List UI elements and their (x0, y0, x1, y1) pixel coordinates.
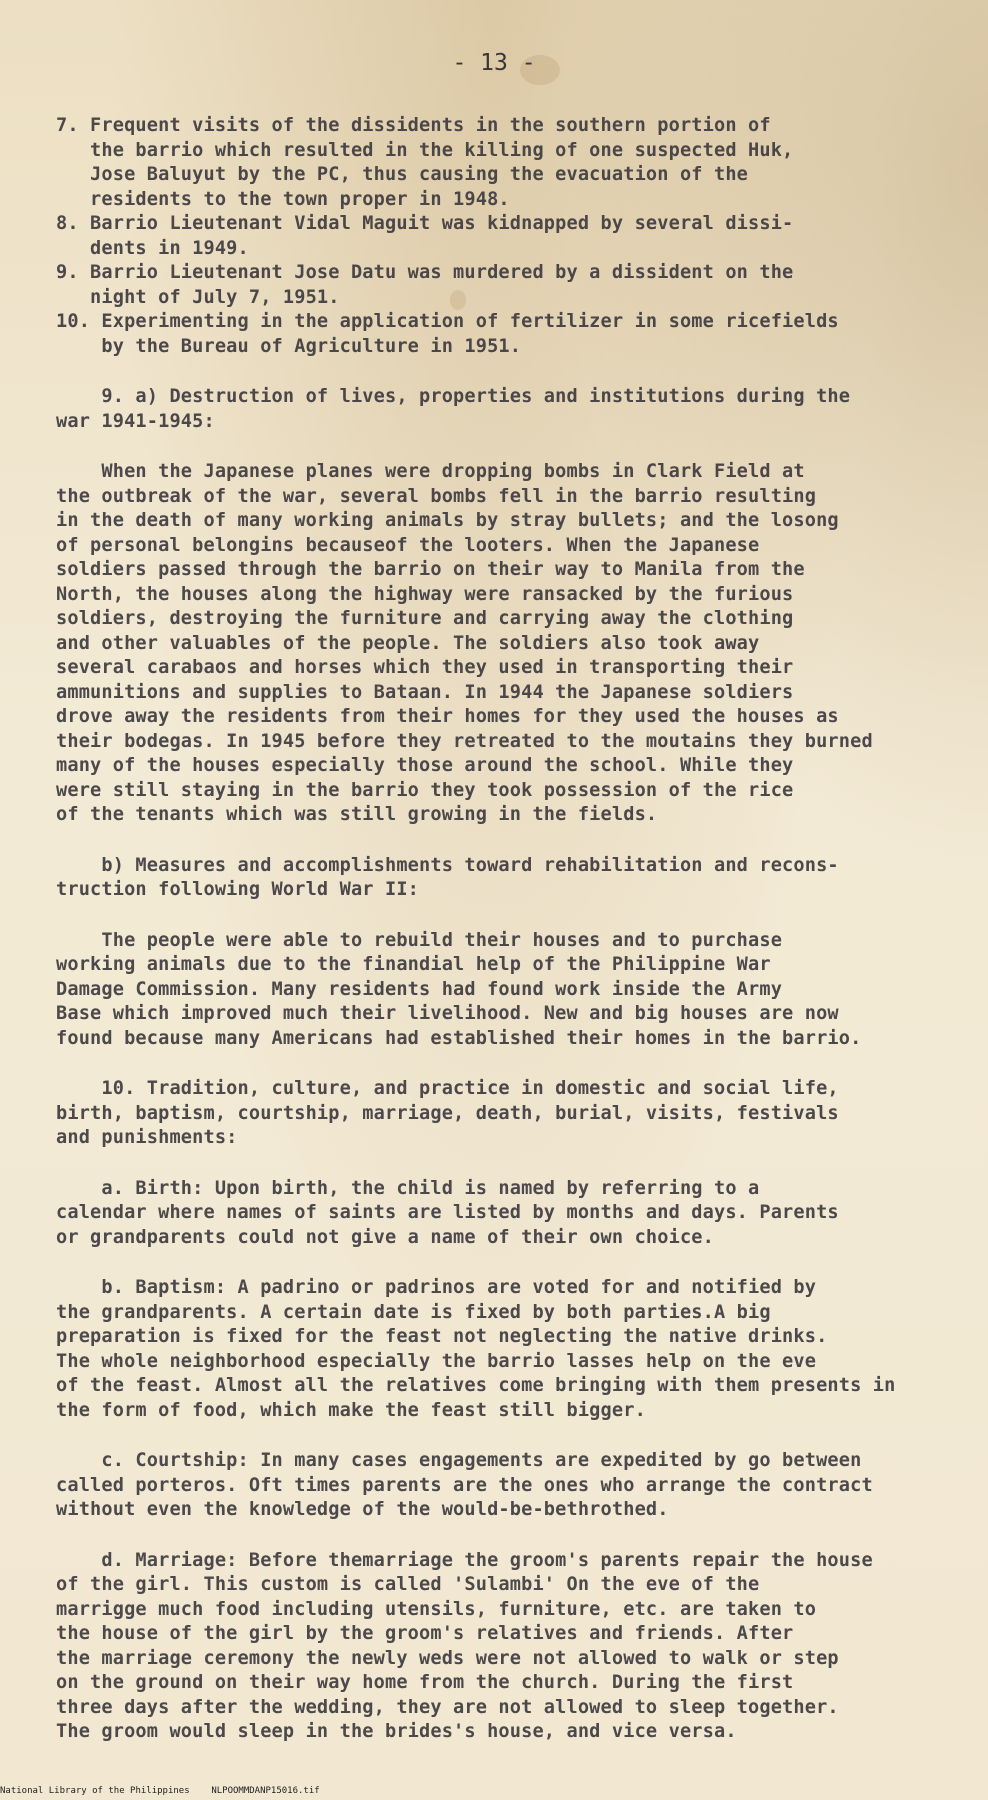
text-line: on the ground on their way home from the church. During the first (56, 1672, 794, 1693)
text-line: found because many Americans had established their homes in the barrio. (56, 1027, 862, 1049)
list-item-10 (56, 310, 968, 359)
text-line: of the feast. Almost all the relatives come bringing with them presents in (56, 1375, 896, 1396)
text-line: the form of food, which make the feast still bigger. (56, 1399, 646, 1421)
section-10b-baptism (56, 1276, 968, 1423)
text-line: preparation is fixed for the feast not neglecting the native drinks. (56, 1326, 828, 1347)
text-line: 10. Experimenting in the application of fertilizer in some ricefields (56, 311, 839, 332)
text-line: residents to the town proper in 1948. (56, 188, 510, 210)
text-line: 9. a) Destruction of lives, properties and institutions during the (56, 386, 851, 407)
text-line: the barrio which resulted in the killing of one suspected Huk, (56, 139, 794, 161)
text-line: 7. Frequent visits of the dissidents in the southern portion of (56, 115, 771, 136)
text-line: The people were able to rebuild their houses and to purchase (56, 929, 783, 951)
text-line: 9. Barrio Lieutenant Jose Datu was murdered by a dissident on the (56, 262, 794, 283)
text-line: three days after the wedding, they are not allowed to sleep together. (56, 1696, 839, 1718)
section-9a-heading (56, 385, 968, 434)
text-line: and punishments: (56, 1127, 238, 1148)
section-10c-courtship (56, 1449, 968, 1523)
section-10-heading (56, 1077, 968, 1151)
text-line: marrigge much food including utensils, furniture, etc. are taken to (56, 1598, 817, 1620)
text-line: 8. Barrio Lieutenant Vidal Maguit was kidnapped by several dissi- (56, 213, 794, 234)
text-line: d. Marriage: Before themarriage the groom's parents repair the house (56, 1549, 873, 1571)
document-body (56, 114, 968, 1745)
text-line: The groom would sleep in the brides's house, and vice versa. (56, 1721, 737, 1742)
text-line: Base which improved much their livelihood. New and big houses are now (56, 1003, 839, 1024)
text-line: their bodegas. In 1945 before they retreated to the moutains they burned (56, 730, 873, 752)
text-line: soldiers passed through the barrio on their way to Manila from the (56, 559, 805, 580)
text-line: the house of the girl by the groom's relatives and friends. After (56, 1623, 794, 1644)
text-line: b. Baptism: A padrino or padrinos are voted for and notified by (56, 1277, 817, 1298)
text-line: of the tenants which was still growing in the fields. (56, 804, 658, 825)
text-line: ammunitions and supplies to Bataan. In 1944 the Japanese soldiers (56, 681, 794, 703)
text-line: 10. Tradition, culture, and practice in domestic and social life, (56, 1078, 839, 1099)
text-line: The whole neighborhood especially the barrio lasses help on the eve (56, 1350, 817, 1372)
text-line: dents in 1949. (56, 237, 249, 259)
list-item-8 (56, 212, 968, 261)
text-line: several carabaos and horses which they used in transporting their (56, 657, 794, 678)
text-line: called porteros. Oft times parents are the ones who arrange the contract (56, 1474, 873, 1496)
section-10a-birth (56, 1177, 968, 1251)
text-line: soldiers, destroying the furniture and carrying away the clothing (56, 608, 794, 629)
text-line: Damage Commission. Many residents had found work inside the Army (56, 978, 783, 1000)
text-line: Jose Baluyut by the PC, thus causing the evacuation of the (56, 164, 749, 185)
list-item-9 (56, 261, 968, 310)
section-10d-marriage (56, 1549, 968, 1745)
text-line: and other valuables of the people. The soldiers also took away (56, 632, 760, 654)
section-9a-body (56, 460, 968, 828)
text-line: the marriage ceremony the newly weds were not allowed to walk or step (56, 1647, 839, 1669)
text-line: drove away the residents from their homes for they used the houses as (56, 706, 839, 727)
text-line: were still staying in the barrio they took possession of the rice (56, 779, 794, 801)
items-list (56, 114, 968, 359)
text-line: war 1941-1945: (56, 410, 215, 432)
text-line: the grandparents. A certain date is fixed by both parties.A big (56, 1301, 771, 1323)
text-line: in the death of many working animals by stray bullets; and the losong (56, 510, 839, 531)
text-line: working animals due to the finandial help of the Philippine War (56, 954, 771, 975)
text-line: without even the knowledge of the would-be-bethrothed. (56, 1499, 669, 1520)
page-number: - 13 - (452, 50, 536, 76)
text-line: or grandparents could not give a name of their own choice. (56, 1226, 714, 1248)
text-line: of the girl. This custom is called 'Sulambi' On the eve of the (56, 1574, 760, 1595)
text-line: calendar where names of saints are listed by months and days. Parents (56, 1202, 839, 1223)
section-9b-body (56, 929, 968, 1052)
text-line: by the Bureau of Agriculture in 1951. (56, 335, 522, 357)
footer-source-label: National Library of the Philippines NLPOOMMDANP15016.tif (0, 1786, 320, 1796)
text-line: night of July 7, 1951. (56, 286, 340, 308)
text-line: a. Birth: Upon birth, the child is named by referring to a (56, 1177, 760, 1199)
text-line: truction following World War II: (56, 879, 420, 900)
section-9b-heading (56, 854, 968, 903)
text-line: birth, baptism, courtship, marriage, death, burial, visits, festivals (56, 1102, 839, 1124)
text-line: of personal belongins becauseof the looters. When the Japanese (56, 534, 760, 556)
text-line: North, the houses along the highway were ransacked by the furious (56, 583, 794, 605)
text-line: b) Measures and accomplishments toward rehabilitation and recons- (56, 854, 839, 876)
text-line: the outbreak of the war, several bombs fell in the barrio resulting (56, 485, 817, 507)
list-item-7 (56, 114, 968, 212)
text-line: many of the houses especially those around the school. While they (56, 755, 794, 776)
text-line: When the Japanese planes were dropping bombs in Clark Field at (56, 461, 805, 482)
text-line: c. Courtship: In many cases engagements are expedited by go between (56, 1450, 862, 1471)
